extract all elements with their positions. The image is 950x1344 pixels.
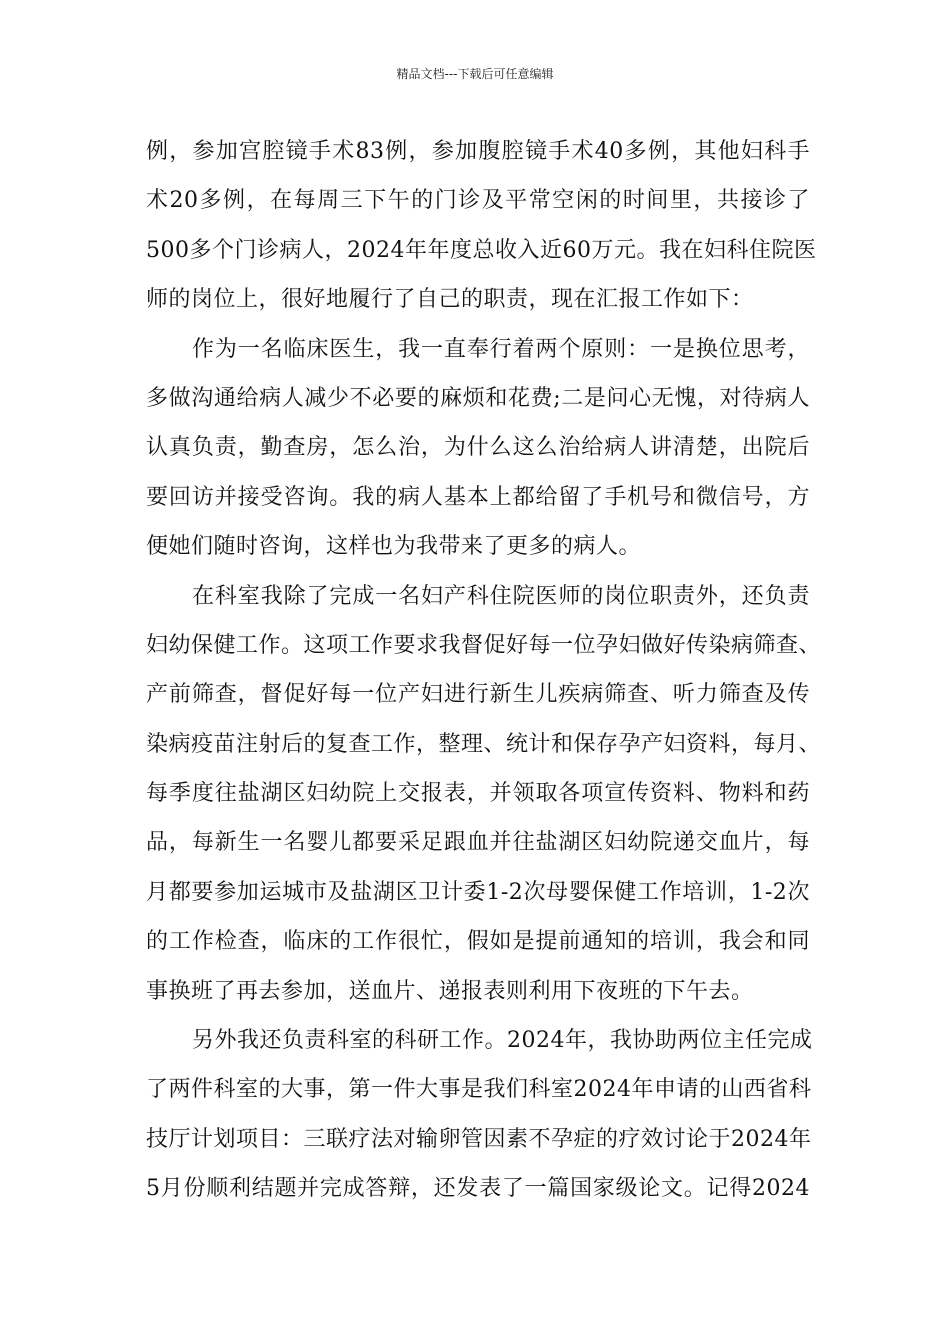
text-line: 例，参加宫腔镜手术83例，参加腹腔镜手术40多例，其他妇科手 xyxy=(146,139,810,164)
text-line: 认真负责，勤查房，怎么治，为什么这么治给病人讲清楚，出院后 xyxy=(146,435,810,461)
text-line: 术20多例，在每周三下午的门诊及平常空闲的时间里，共接诊了 xyxy=(146,188,810,214)
paragraph-first-line: 作为一名临床医生，我一直奉行着两个原则：一是换位思考， xyxy=(192,336,810,362)
text-line: 要回访并接受咨询。我的病人基本上都给留了手机号和微信号，方 xyxy=(146,484,810,510)
paragraph-first-line: 在科室我除了完成一名妇产科住院医师的岗位职责外，还负责 xyxy=(192,583,810,609)
paragraph-first-line: 另外我还负责科室的科研工作。2024年，我协助两位主任完成 xyxy=(192,1028,813,1054)
text-line: 技厅计划项目：三联疗法对输卵管因素不孕症的疗效讨论于2024年 xyxy=(146,1126,812,1152)
text-line: 500多个门诊病人，2024年年度总收入近60万元。我在妇科住院医 xyxy=(146,237,817,263)
text-line: 月都要参加运城市及盐湖区卫计委1-2次母婴保健工作培训，1-2次 xyxy=(146,879,810,905)
text-line: 便她们随时咨询，这样也为我带来了更多的病人。 xyxy=(146,534,642,560)
text-line: 的工作检查，临床的工作很忙，假如是提前通知的培训，我会和同 xyxy=(146,929,810,955)
document-body xyxy=(146,127,822,1214)
text-line: 每季度往盐湖区妇幼院上交报表，并领取各项宣传资料、物料和药 xyxy=(146,781,810,807)
text-line: 了两件科室的大事，第一件大事是我们科室2024年申请的山西省科 xyxy=(146,1077,812,1103)
text-line: 多做沟通给病人减少不必要的麻烦和花费;二是问心无愧，对待病人 xyxy=(146,385,810,411)
text-line: 妇幼保健工作。这项工作要求我督促好每一位孕妇做好传染病筛查、 xyxy=(146,632,822,658)
text-line: 事换班了再去参加，送血片、递报表则利用下夜班的下午去。 xyxy=(146,978,754,1004)
text-line: 产前筛查，督促好每一位产妇进行新生儿疾病筛查、听力筛查及传 xyxy=(146,682,810,708)
text-line: 染病疫苗注射后的复查工作，整理、统计和保存孕产妇资料，每月、 xyxy=(146,731,822,757)
text-line: 品，每新生一名婴儿都要采足跟血并往盐湖区妇幼院递交血片，每 xyxy=(146,830,810,856)
text-line: 5月份顺利结题并完成答辩，还发表了一篇国家级论文。记得2024 xyxy=(146,1176,810,1202)
text-line: 师的岗位上，很好地履行了自己的职责，现在汇报工作如下： xyxy=(146,287,754,313)
page-header: 精品文档---下载后可任意编辑 xyxy=(396,67,554,81)
